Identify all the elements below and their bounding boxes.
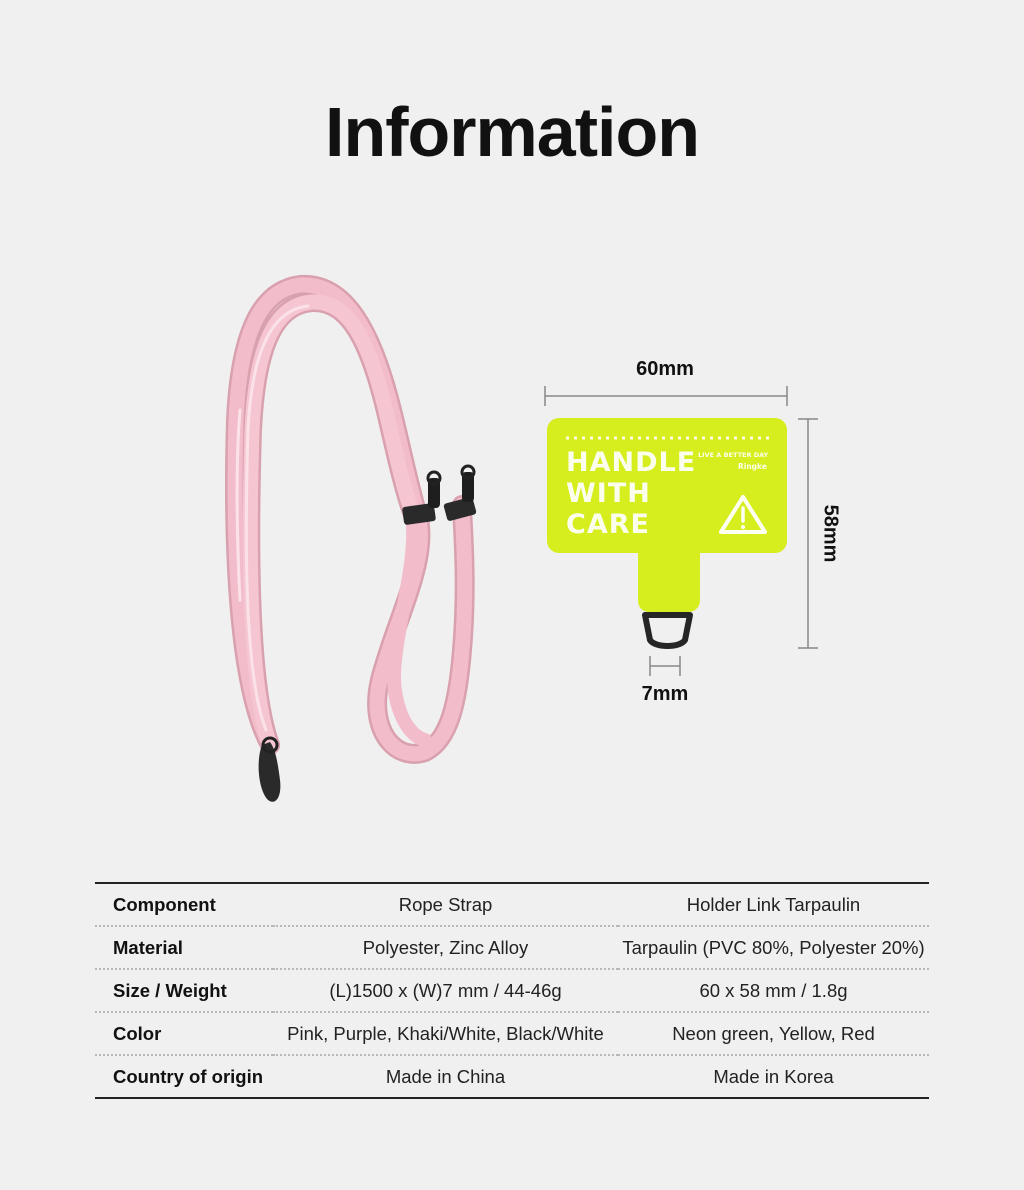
card-tagline: LIVE A BETTER DAY bbox=[698, 451, 769, 459]
table-row bbox=[95, 1012, 929, 1055]
row-label: Material bbox=[95, 926, 273, 969]
holder-link-value: Neon green, Yellow, Red bbox=[618, 1012, 929, 1055]
dimension-height-label: 58mm bbox=[819, 504, 842, 563]
table-row bbox=[95, 926, 929, 969]
row-label: Color bbox=[95, 1012, 273, 1055]
row-label: Size / Weight bbox=[95, 969, 273, 1012]
row-label: Country of origin bbox=[113, 1065, 264, 1087]
dimension-link-label: 7mm bbox=[641, 683, 689, 705]
table-row bbox=[95, 969, 929, 1012]
rope-strap-value: Polyester, Zinc Alloy bbox=[273, 926, 618, 969]
dimension-width-label: 60mm bbox=[636, 358, 694, 380]
card-brand: Ringke bbox=[738, 462, 767, 471]
holder-link-value: Made in Korea bbox=[713, 1065, 834, 1087]
rope-strap-value: Pink, Purple, Khaki/White, Black/White bbox=[273, 1012, 618, 1055]
page-title: Information bbox=[325, 93, 699, 171]
card-line-1: HANDLE bbox=[566, 447, 697, 478]
holder-link-value: Holder Link Tarpaulin bbox=[618, 883, 929, 926]
holder-link-value: Tarpaulin (PVC 80%, Polyester 20%) bbox=[618, 926, 929, 969]
table-row bbox=[95, 1055, 929, 1098]
spec-table bbox=[95, 882, 929, 1099]
carabiner-clip bbox=[259, 738, 281, 802]
holder-link-value: 60 x 58 mm / 1.8g bbox=[618, 969, 929, 1012]
rope-strap-value: Rope Strap bbox=[273, 883, 618, 926]
row-label: Component bbox=[95, 883, 273, 926]
card-line-2: WITH bbox=[566, 478, 651, 509]
rope-strap-value: (L)1500 x (W)7 mm / 44-46g bbox=[273, 969, 618, 1012]
rope-strap-value: Made in China bbox=[385, 1065, 506, 1087]
table-row bbox=[95, 883, 929, 926]
card-line-3: CARE bbox=[566, 509, 650, 540]
